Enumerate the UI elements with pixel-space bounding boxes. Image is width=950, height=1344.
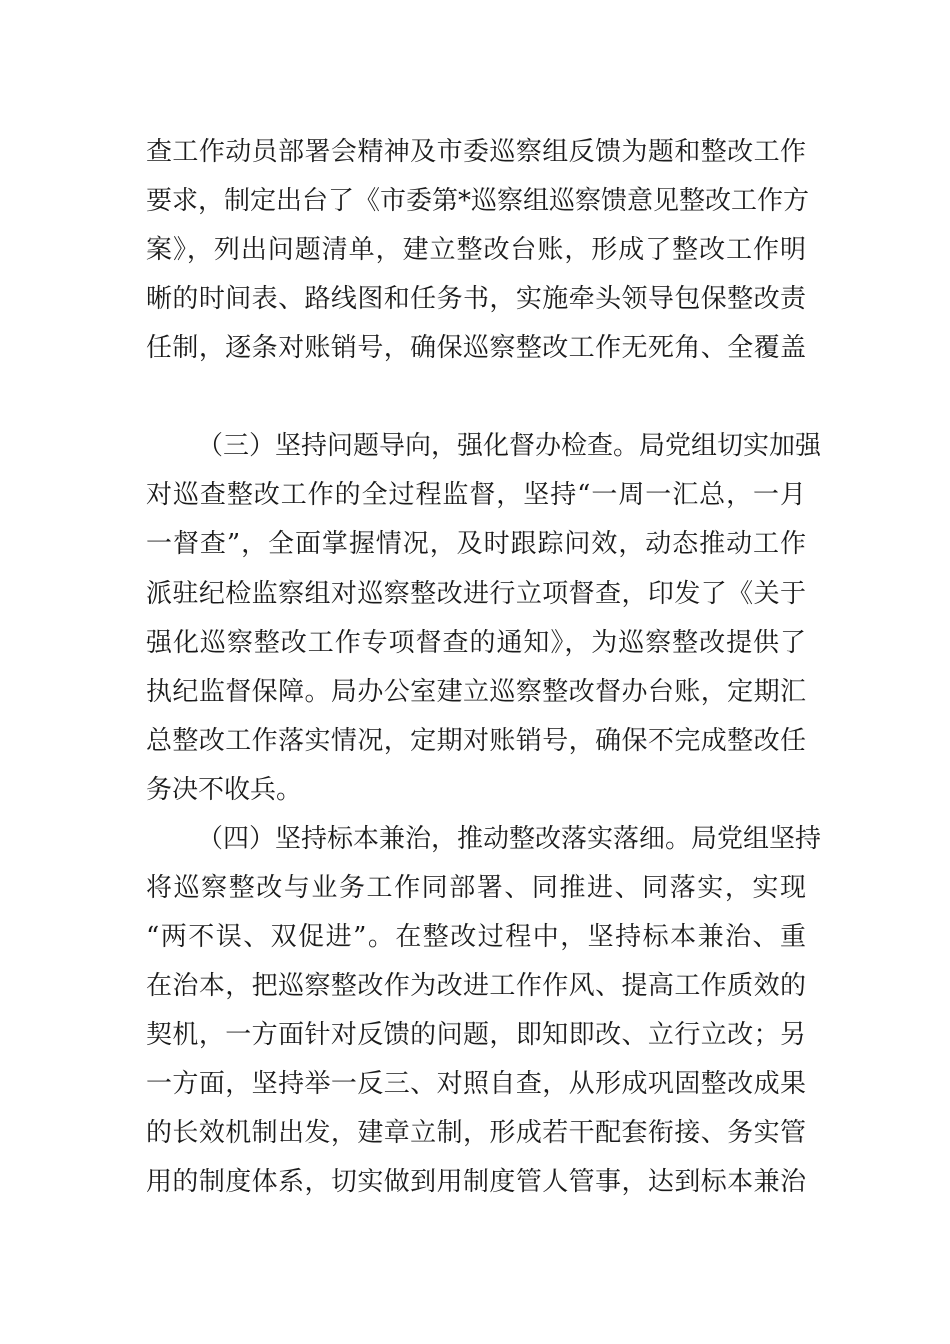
text-line: 执纪监督保障。局办公室建立巡察整改督办台账，定期汇 (146, 677, 806, 707)
text-line: 对巡查整改工作的全过程监督，坚持“一周一汇总，一月 (146, 480, 806, 510)
text-line: 晰的时间表、路线图和任务书，实施牵头领导包保整改责 (146, 284, 806, 314)
text-line: 要求，制定出台了《市委第*巡察组巡察馈意见整改工作方 (146, 186, 810, 216)
paragraph-three-first-line: （三）坚持问题导向，强化督办检查。局党组切实加强 (197, 431, 822, 461)
text-line: 在治本，把巡察整改作为改进工作作风、提高工作质效的 (146, 971, 806, 1001)
text-line: 用的制度体系，切实做到用制度管人管事，达到标本兼治 (146, 1167, 806, 1197)
text-line: 查工作动员部署会精神及市委巡察组反馈为题和整改工作 (146, 137, 806, 167)
text-line: 派驻纪检监察组对巡察整改进行立项督查，印发了《关于 (146, 579, 806, 609)
paragraph-four-first-line: （四）坚持标本兼治，推动整改落实落细。局党组坚持 (197, 824, 822, 854)
text-line: 一方面，坚持举一反三、对照自查，从形成巩固整改成果 (146, 1069, 806, 1099)
text-line: 将巡察整改与业务工作同部署、同推进、同落实，实现 (146, 873, 806, 903)
text-line: 的长效机制出发，建章立制，形成若干配套衔接、务实管 (146, 1118, 806, 1148)
text-line: “两不误、双促进”。在整改过程中，坚持标本兼治、重 (146, 922, 806, 952)
text-line: 案》，列出问题清单，建立整改台账，形成了整改工作明 (146, 235, 806, 265)
text-line: 任制，逐条对账销号，确保巡察整改工作无死角、全覆盖 (146, 333, 806, 363)
text-line: 契机，一方面针对反馈的问题，即知即改、立行立改；另 (146, 1020, 806, 1050)
text-line: 一督查”，全面掌握情况，及时跟踪问效，动态推动工作 (146, 529, 806, 559)
text-line: 总整改工作落实情况，定期对账销号，确保不完成整改任 (146, 726, 806, 756)
text-line: 务决不收兵。 (146, 775, 303, 805)
text-line: 强化巡察整改工作专项督查的通知》，为巡察整改提供了 (146, 628, 806, 658)
